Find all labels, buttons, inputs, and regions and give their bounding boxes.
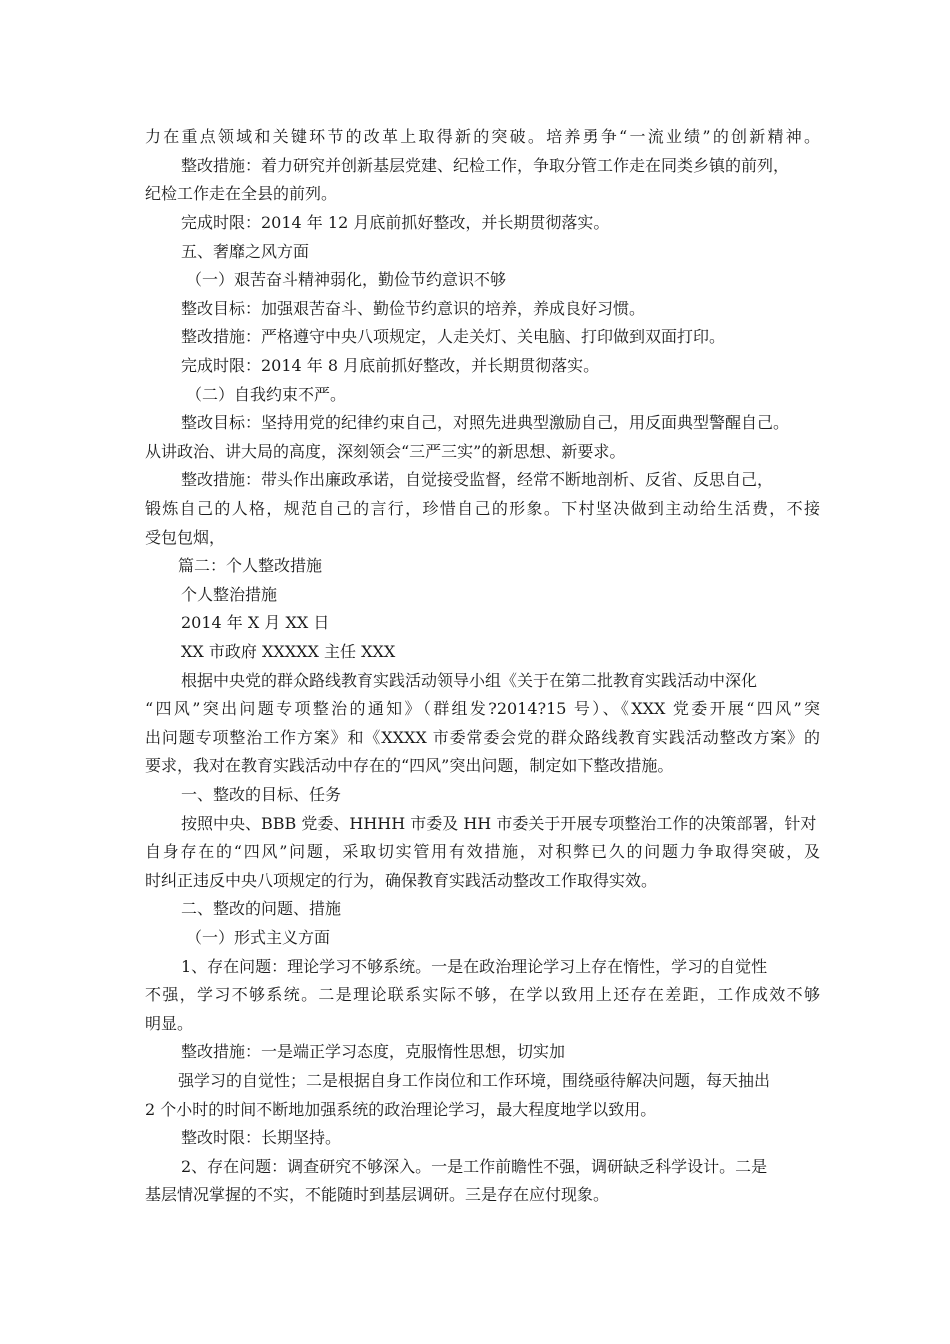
document-date: 2014 年 X 月 XX 日 xyxy=(181,613,330,632)
paragraph-line: 完成时限：2014 年 8 月底前抓好整改，并长期贯彻落实。 xyxy=(181,356,600,375)
document-author: XX 市政府 XXXXX 主任 XXX xyxy=(181,642,396,661)
subsection-heading: （二）自我约束不严。 xyxy=(186,385,347,404)
paragraph-line: 整改措施：着力研究并创新基层党建、纪检工作，争取分管工作走在同类乡镇的前列， xyxy=(181,156,790,175)
section-heading: 二、整改的问题、措施 xyxy=(181,899,342,918)
article-heading: 篇二：个人整改措施 xyxy=(178,556,323,575)
paragraph-line: 明显。 xyxy=(145,1014,194,1033)
paragraph-line: 1、存在问题：理论学习不够系统。一是在政治理论学习上存在惰性，学习的自觉性 xyxy=(181,957,768,976)
paragraph-line: 基层情况掌握的不实，不能随时到基层调研。三是存在应付现象。 xyxy=(145,1185,610,1204)
paragraph-line: 出问题专项整治工作方案》和《XXXX 市委常委会党的群众路线教育实践活动整改方案》的 xyxy=(145,728,820,747)
paragraph-line: 按照中央、BBB 党委、HHHH 市委及 HH 市委关于开展专项整治工作的决策部署，针对 xyxy=(181,814,817,833)
paragraph-line: 整改时限：长期坚持。 xyxy=(181,1128,342,1147)
section-heading: 一、整改的目标、任务 xyxy=(181,785,342,804)
paragraph-line: 自身存在的“四风”问题，采取切实管用有效措施，对积弊已久的问题力争取得突破，及 xyxy=(145,842,820,861)
paragraph-line: 力在重点领域和关键环节的改革上取得新的突破。培养勇争“一流业绩”的创新精神。 xyxy=(145,127,820,146)
paragraph-line: 不强，学习不够系统。二是理论联系实际不够，在学以致用上还存在差距，工作成效不够 xyxy=(145,985,820,1004)
section-heading: 五、奢靡之风方面 xyxy=(181,242,310,261)
paragraph-line: 2 个小时的时间不断地加强系统的政治理论学习，最大程度地学以致用。 xyxy=(145,1100,657,1119)
paragraph-line: 整改措施：严格遵守中央八项规定，人走关灯、关电脑、打印做到双面打印。 xyxy=(181,327,726,346)
paragraph-line: 锻炼自己的人格，规范自己的言行，珍惜自己的形象。下村坚决做到主动给生活费，不接 xyxy=(145,499,820,518)
paragraph-line: 完成时限：2014 年 12 月底前抓好整改，并长期贯彻落实。 xyxy=(181,213,610,232)
paragraph-line: 强学习的自觉性；二是根据自身工作岗位和工作环境，围绕亟待解决问题，每天抽出 xyxy=(178,1071,771,1090)
paragraph-line: 从讲政治、讲大局的高度，深刻领会“三严三实”的新思想、新要求。 xyxy=(145,442,626,461)
paragraph-line: 时纠正违反中央八项规定的行为，确保教育实践活动整改工作取得实效。 xyxy=(145,871,658,890)
paragraph-line: 整改目标：加强艰苦奋斗、勤俭节约意识的培养，养成良好习惯。 xyxy=(181,299,646,318)
paragraph-line: 整改目标：坚持用党的纪律约束自己，对照先进典型激励自己，用反面典型警醒自己。 xyxy=(181,413,790,432)
paragraph-line: 2、存在问题：调查研究不够深入。一是工作前瞻性不强，调研缺乏科学设计。二是 xyxy=(181,1157,768,1176)
paragraph-line: 要求，我对在教育实践活动中存在的“四风”突出问题，制定如下整改措施。 xyxy=(145,756,674,775)
subsection-heading: （一）艰苦奋斗精神弱化，勤俭节约意识不够 xyxy=(186,270,507,289)
paragraph-line: 根据中央党的群众路线教育实践活动领导小组《关于在第二批教育实践活动中深化 xyxy=(181,671,758,690)
paragraph-line: “四风”突出问题专项整治的通知》（群组发?2014?15 号）、《XXX 党委开展“四风”突 xyxy=(145,699,820,718)
paragraph-line: 整改措施：带头作出廉政承诺，自觉接受监督，经常不断地剖析、反省、反思自己， xyxy=(181,470,774,489)
paragraph-line: 纪检工作走在全县的前列。 xyxy=(145,184,338,203)
subsection-heading: （一）形式主义方面 xyxy=(186,928,331,947)
document-title: 个人整治措施 xyxy=(181,585,278,604)
paragraph-line: 整改措施：一是端正学习态度，克服惰性思想，切实加 xyxy=(181,1042,566,1061)
paragraph-line: 受包包烟， xyxy=(145,528,226,547)
